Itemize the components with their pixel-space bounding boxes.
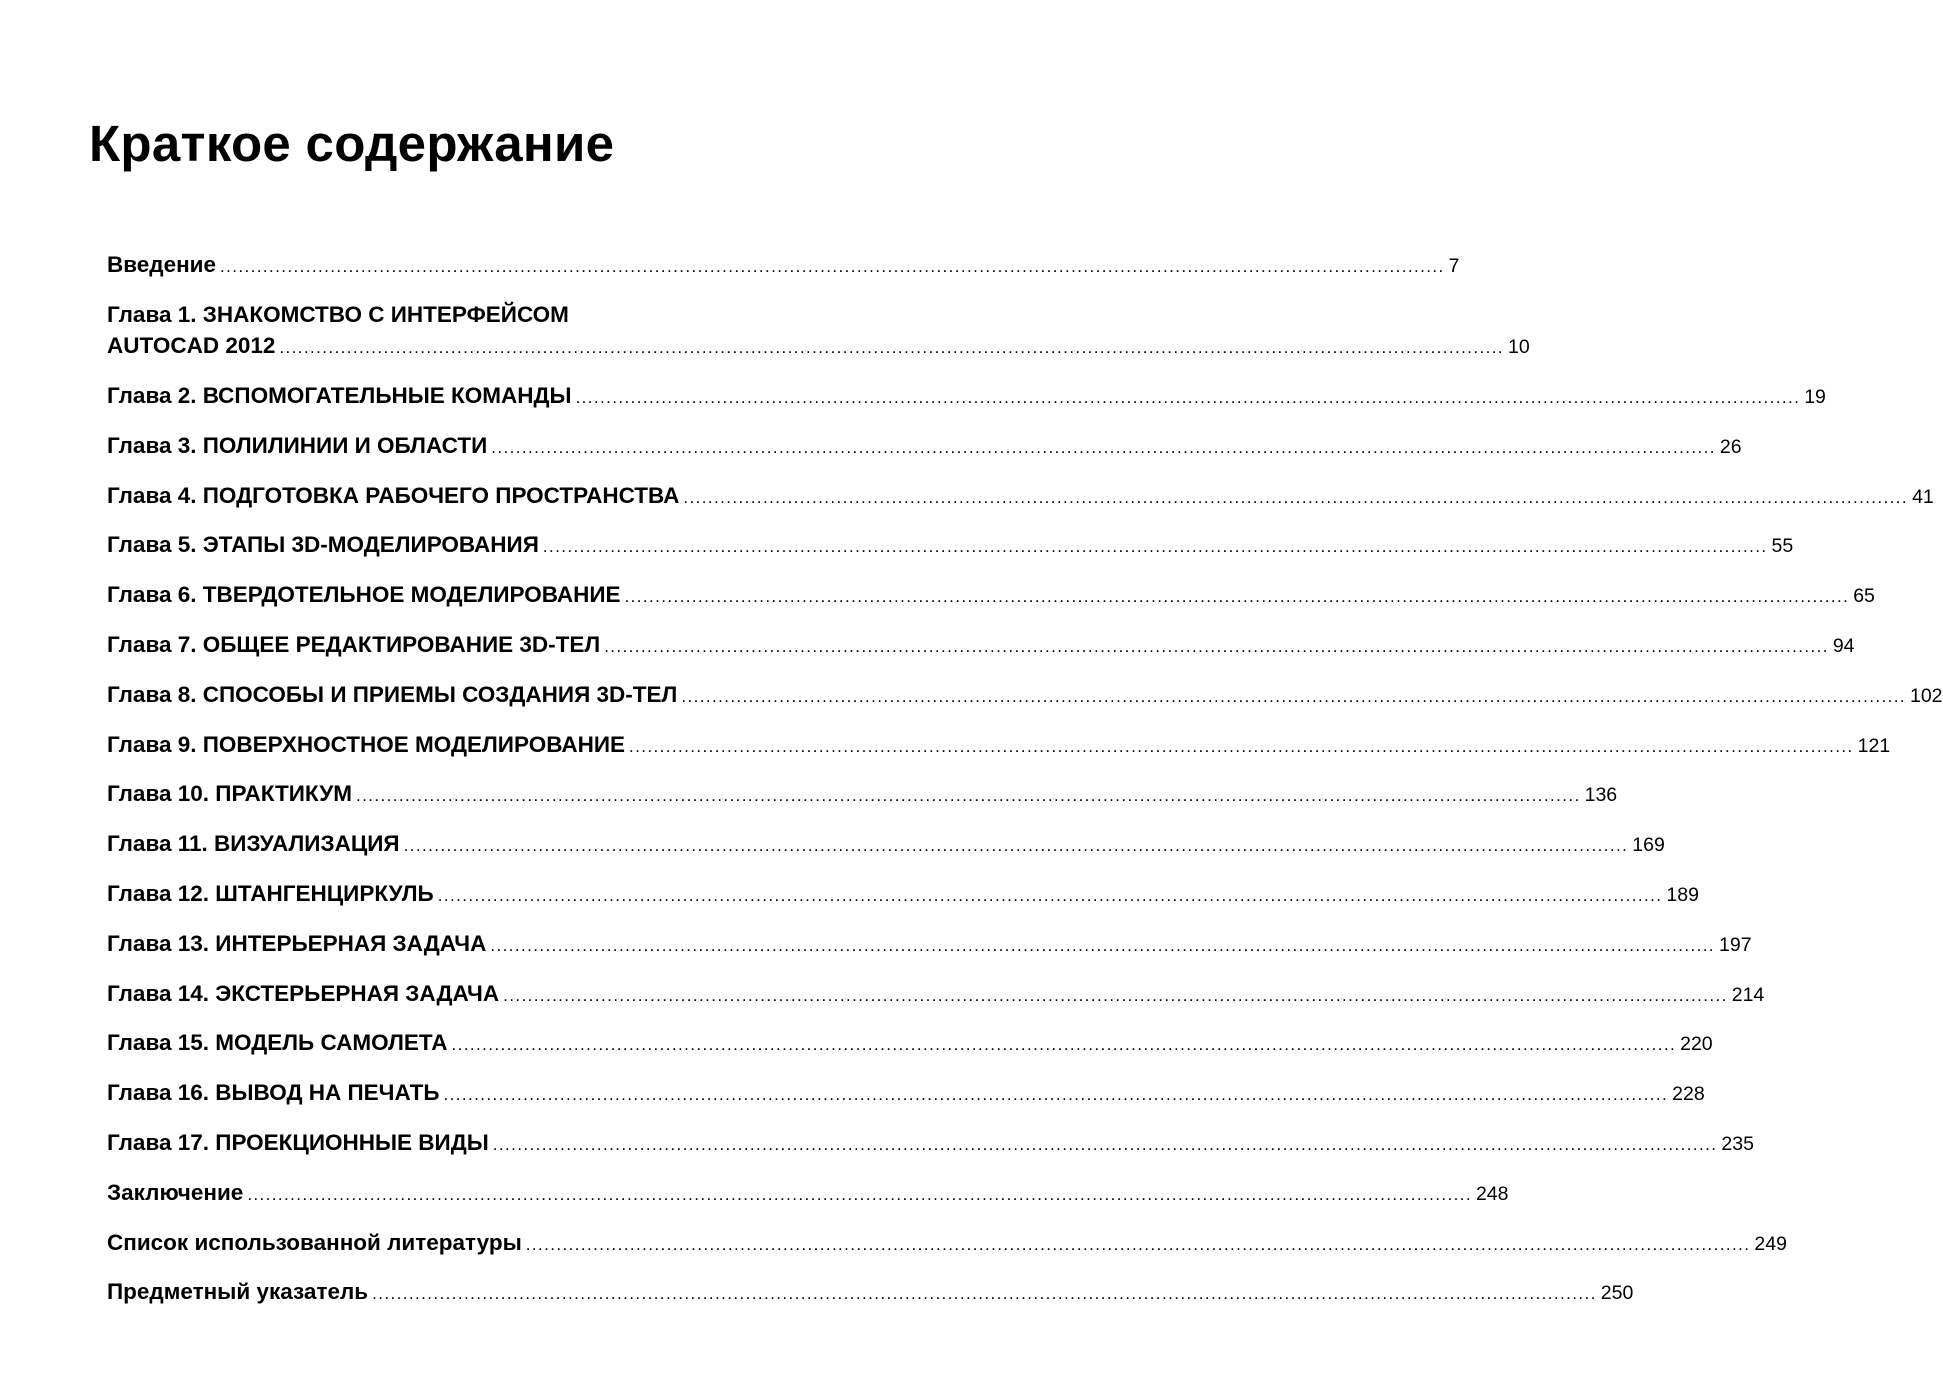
toc-entry[interactable] [107, 629, 1855, 663]
toc-entry-page-number: 121 [1857, 734, 1891, 757]
toc-entry-title: Глава 16. ВЫВОД НА ПЕЧАТЬ [107, 1080, 440, 1106]
toc-entry-title: Предметный указатель [107, 1279, 369, 1305]
toc-entry-page-number: 220 [1680, 1033, 1713, 1056]
toc-entry[interactable] [107, 1127, 1754, 1161]
toc-entry-title: AUTOCAD 2012 [107, 333, 276, 359]
toc-entry-title: Глава 9. ПОВЕРХНОСТНОЕ МОДЕЛИРОВАНИЕ [107, 731, 625, 757]
toc-entry-title: Глава 7. ОБЩЕЕ РЕДАКТИРОВАНИЕ 3D-ТЕЛ [107, 632, 601, 658]
toc-entry[interactable] [107, 878, 1699, 912]
dot-leader: ........................................................................................................................................................................................................ [247, 1184, 1472, 1204]
dot-leader: ........................................................................................................................................................................................................ [279, 338, 1505, 358]
toc-entry-page-number: 228 [1672, 1083, 1705, 1106]
toc-entry-page-number: 136 [1584, 784, 1618, 807]
dot-leader: ........................................................................................................................................................................................................ [437, 886, 1663, 906]
toc-entry[interactable] [107, 729, 1891, 763]
toc-entry[interactable] [107, 1177, 1509, 1211]
toc-entry-title: Список использованной литературы [107, 1229, 522, 1255]
toc-entry-page-number: 197 [1719, 933, 1752, 956]
toc-entry-page-number: 10 [1508, 336, 1530, 359]
page-title: Краткое содержание [89, 115, 615, 172]
toc-entry-page-number: 189 [1666, 884, 1699, 907]
toc-entry[interactable] [107, 430, 1742, 464]
dot-leader: ........................................................................................................................................................................................................ [491, 437, 1716, 457]
toc-entry-title: Глава 3. ПОЛИЛИНИИ И ОБЛАСТИ [107, 432, 488, 458]
toc-entry-page-number: 248 [1475, 1182, 1509, 1205]
toc-entry-title: Глава 15. МОДЕЛЬ САМОЛЕТА [107, 1030, 448, 1056]
dot-leader: ........................................................................................................................................................................................................ [490, 935, 1715, 955]
toc-entry[interactable] [107, 928, 1752, 962]
dot-leader: ........................................................................................................................................................................................................ [503, 985, 1728, 1005]
dot-leader: ........................................................................................................................................................................................................ [542, 537, 1768, 557]
toc-entry[interactable] [107, 978, 1765, 1012]
toc-entry-page-number: 26 [1719, 435, 1742, 458]
toc-entry-title: Глава 5. ЭТАПЫ 3D-МОДЕЛИРОВАНИЯ [107, 532, 539, 558]
toc-entry-page-number: 169 [1632, 834, 1665, 857]
toc-entry[interactable] [107, 529, 1794, 563]
toc-entry-page-number: 249 [1754, 1232, 1787, 1255]
toc-entry-page-number: 102 [1909, 684, 1943, 707]
dot-leader: ........................................................................................................................................................................................................ [443, 1085, 1669, 1105]
toc-entry-page-number: 7 [1448, 255, 1460, 277]
toc-entry[interactable] [107, 778, 1618, 812]
toc-entry-title: Глава 14. ЭКСТЕРЬЕРНАЯ ЗАДАЧА [107, 980, 500, 1006]
dot-leader: ........................................................................................................................................................................................................ [681, 686, 1906, 706]
toc-entry-title: Глава 17. ПРОЕКЦИОННЫЕ ВИДЫ [107, 1130, 489, 1156]
toc-entry[interactable] [107, 249, 1460, 283]
table-of-contents [107, 249, 1943, 1326]
dot-leader: ........................................................................................................................................................................................................ [575, 388, 1801, 408]
toc-entry[interactable] [107, 679, 1943, 713]
toc-entry-page-number: 55 [1771, 535, 1794, 558]
dot-leader: ........................................................................................................................................................................................................ [629, 736, 1854, 756]
toc-entry[interactable] [107, 828, 1665, 862]
dot-leader: ........................................................................................................................................................................................................ [355, 786, 1581, 806]
dot-leader: ........................................................................................................................................................................................................ [403, 836, 1629, 856]
toc-entry-page-number: 41 [1912, 485, 1934, 508]
toc-entry[interactable] [107, 380, 1826, 414]
toc-entry-title: Глава 4. ПОДГОТОВКА РАБОЧЕГО ПРОСТРАНСТВА [107, 482, 680, 508]
dot-leader: ........................................................................................................................................................................................................ [525, 1234, 1751, 1254]
dot-leader: ........................................................................................................................................................................................................ [372, 1284, 1597, 1304]
toc-entry[interactable] [107, 1227, 1787, 1261]
toc-entry-page-number: 250 [1600, 1282, 1634, 1305]
dot-leader: ........................................................................................................................................................................................................ [492, 1135, 1718, 1155]
toc-entry-title-line1: Глава 1. ЗНАКОМСТВО С ИНТЕРФЕЙСОМ [107, 301, 569, 327]
toc-entry-page-number: 19 [1804, 386, 1826, 409]
toc-entry-title: Глава 2. ВСПОМОГАТЕЛЬНЫЕ КОМАНДЫ [107, 383, 572, 409]
toc-entry[interactable] [107, 1276, 1634, 1310]
toc-entry-page-number: 214 [1731, 983, 1765, 1006]
toc-entry[interactable] [107, 480, 1934, 514]
toc-entry-title: Глава 6. ТВЕРДОТЕЛЬНОЕ МОДЕЛИРОВАНИЕ [107, 582, 621, 608]
toc-entry-title: Заключение [107, 1179, 244, 1205]
toc-entry-title: Глава 13. ИНТЕРЬЕРНАЯ ЗАДАЧА [107, 930, 487, 956]
toc-entry[interactable] [107, 579, 1875, 613]
dot-leader: ........................................................................................................................................................................................................ [624, 587, 1850, 607]
toc-entry-title: Глава 11. ВИЗУАЛИЗАЦИЯ [107, 831, 400, 857]
toc-entry-page-number: 65 [1853, 585, 1875, 608]
dot-leader: ........................................................................................................................................................................................................ [451, 1035, 1677, 1055]
toc-entry[interactable] [107, 299, 1530, 364]
toc-entry-title: Глава 10. ПРАКТИКУМ [107, 781, 352, 807]
toc-entry[interactable] [107, 1027, 1713, 1061]
toc-entry-page-number: 235 [1721, 1133, 1754, 1156]
toc-entry[interactable] [107, 1077, 1705, 1111]
dot-leader: ........................................................................................................................................................................................................ [220, 257, 1445, 276]
dot-leader: ........................................................................................................................................................................................................ [604, 637, 1829, 657]
toc-entry-title: Глава 12. ШТАНГЕНЦИРКУЛЬ [107, 881, 434, 907]
toc-entry-page-number: 94 [1832, 635, 1855, 658]
dot-leader: ........................................................................................................................................................................................................ [683, 487, 1909, 507]
toc-entry-title: Введение [107, 252, 217, 277]
toc-entry-title: Глава 8. СПОСОБЫ И ПРИЕМЫ СОЗДАНИЯ 3D-ТЕЛ [107, 681, 678, 707]
